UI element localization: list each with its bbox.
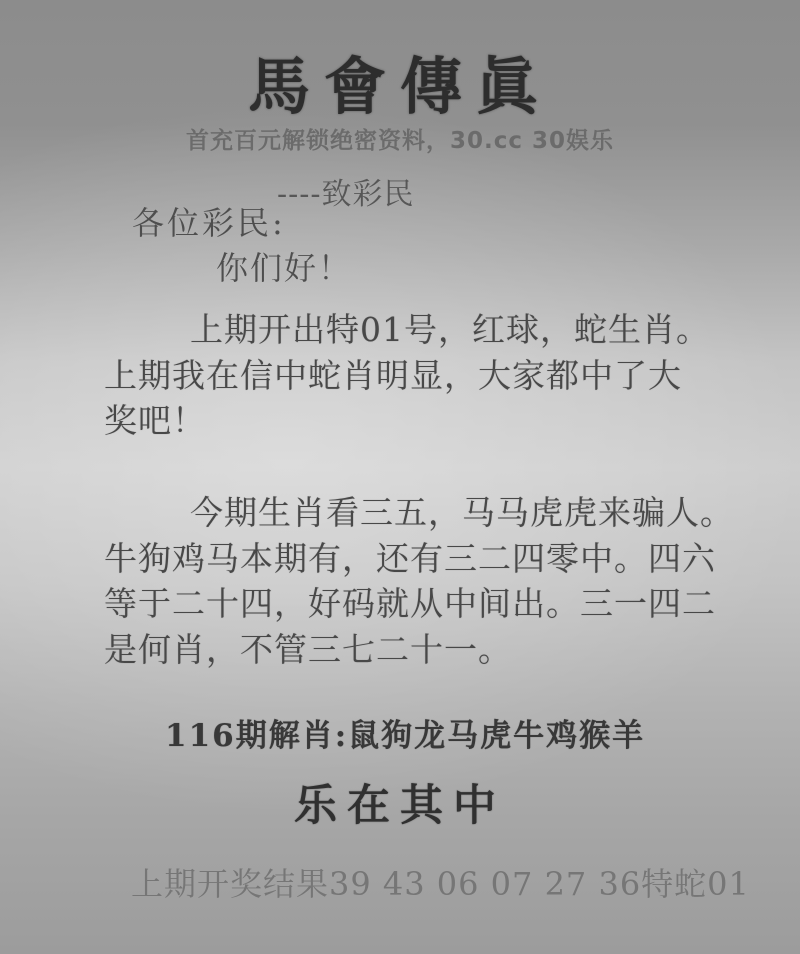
slogan-text: 乐在其中 [294, 781, 506, 831]
paragraph-line: 今期生肖看三五，马马虎虎来骗人。 [190, 493, 734, 532]
paragraph-line: 奖吧！ [104, 401, 206, 440]
paragraph-line: 等于二十四，好码就从中间出。三一四二 [104, 584, 716, 623]
paragraph-last-draw [104, 307, 716, 444]
paragraph-line: 上期开出特01号，红球，蛇生肖。 [190, 310, 710, 349]
paragraph-line: 牛狗鸡马本期有，还有三二四零中。四六 [104, 538, 716, 578]
page-title: 馬會傳眞 [247, 50, 552, 123]
paragraph-current-tip [104, 490, 734, 672]
dedication-line: ----致彩民 [277, 177, 415, 212]
last-result-line: 上期开奖结果39 43 06 07 27 36特蛇01 [131, 865, 750, 903]
issue-zodiac-line: 116期解肖:鼠狗龙马虎牛鸡猴羊 [165, 718, 646, 754]
promo-text: 首充百元解锁绝密资料，30.cc 30娱乐 [185, 128, 615, 154]
salutation-text: 各位彩民: [132, 204, 286, 242]
paragraph-line: 是何肖，不管三七二十一。 [104, 629, 512, 669]
paragraph-line: 上期我在信中蛇肖明显，大家都中了大 [104, 355, 682, 395]
greeting-text: 你们好！ [216, 249, 353, 287]
